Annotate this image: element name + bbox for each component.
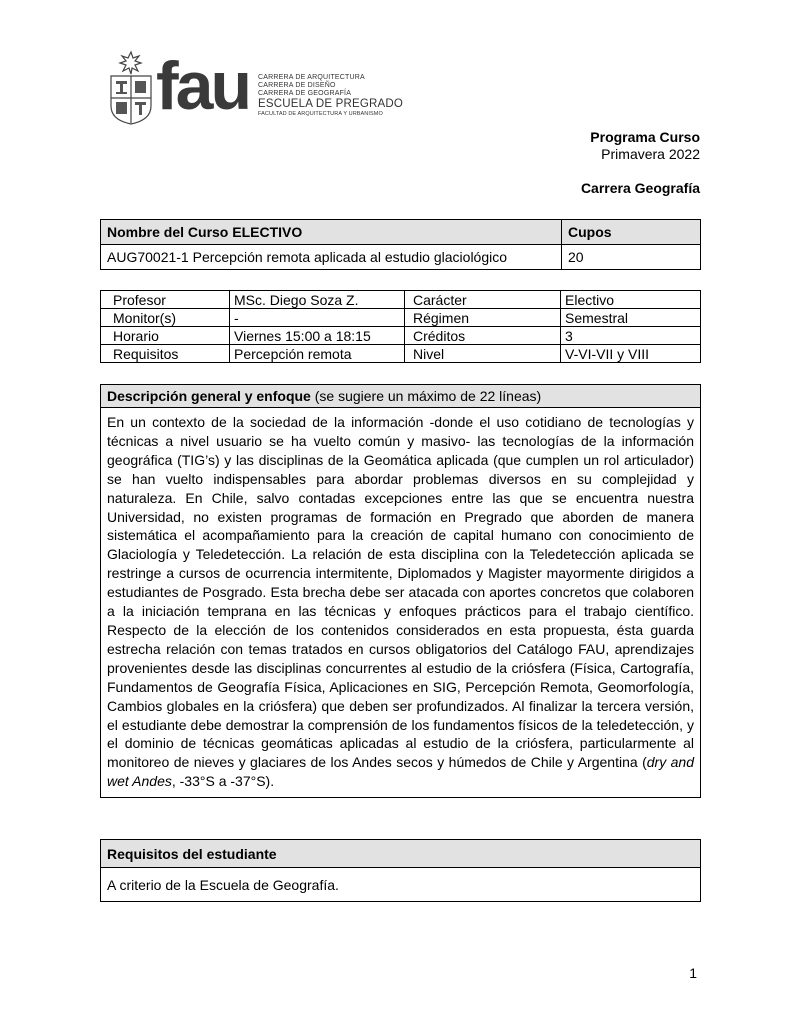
table-row (101, 327, 701, 345)
table-row (101, 345, 701, 363)
info-value: Viernes 15:00 a 18:15 (230, 327, 405, 345)
semester-label: Primavera 2022 (601, 146, 700, 162)
career-design: CARRERA DE DISEÑO (258, 82, 336, 90)
description-title: Descripción general y enfoque (107, 388, 311, 404)
description-body (101, 408, 701, 798)
career-label: Carrera Geografía (580, 180, 700, 196)
school-name: ESCUELA DE PREGRADO (258, 98, 404, 111)
info-value: Semestral (561, 309, 701, 327)
info-label: Monitor(s) (101, 309, 230, 327)
description-header (101, 385, 701, 408)
fau-wordmark: fau (156, 48, 249, 124)
cupos-value: 20 (562, 245, 701, 270)
requirements-body: A criterio de la Escuela de Geografía. (101, 868, 701, 902)
info-label: Horario (101, 327, 230, 345)
course-name-header: Nombre del Curso ELECTIVO (101, 220, 562, 245)
program-title: Programa Curso (590, 129, 700, 145)
info-label: Nivel (405, 345, 561, 363)
course-name-value: AUG70021-1 Percepción remota aplicada al estudio glaciológico (101, 245, 562, 270)
description-text-end: , -33°S a -37°S). (171, 773, 275, 790)
university-seal-icon (108, 50, 154, 126)
info-label: Carácter (405, 291, 561, 309)
info-label: Profesor (101, 291, 230, 309)
description-note: (se sugiere un máximo de 22 líneas) (310, 388, 542, 404)
info-value: 3 (561, 327, 701, 345)
info-value: MSc. Diego Soza Z. (230, 291, 405, 309)
requirements-table (100, 839, 701, 902)
description-italic-text: dry and wet Andes (107, 754, 694, 790)
career-geography: CARRERA DE GEOGRAFÍA (258, 90, 352, 98)
info-value: Electivo (561, 291, 701, 309)
faculty-logo (108, 50, 408, 130)
title-block (581, 129, 700, 197)
info-value: - (230, 309, 405, 327)
faculty-name: FACULTAD DE ARQUITECTURA Y URBANISMO (258, 111, 383, 118)
course-table (100, 219, 701, 270)
description-text: En un contexto de la sociedad de la información -donde el uso cotidiano de tecnologías y técnicas a nivel usuario se ha vuelto común y masivo- las tecnologías de la información geográfica (TIG’s) y las disciplinas de la Geomática aplicada (que cumplen un rol articulador) se han vuelto indispensables para abordar problemas diversos en su complejidad y naturaleza. En Chile, salvo contadas excepciones entre las que se encuentra nuestra Universidad, no existen programas de formación en Pregrado que aborden de manera sistemática el acompañamiento para la creación de capital humano con conocimiento de Glaciología y Teledetección. La relación de esta disciplina con la Teledetección aplicada se restringe a cursos de ocurrencia intermitente, Diplomados y Magister mayormente dirigidos a estudiantes de Posgrado. Esta brecha debe ser atacada con aportes concretos que colaboren a la iniciación temprana en las técnicas y enfoques prácticos para el trabajo científico. Respecto de la elección de los contenidos considerados en esta propuesta, ésta guarda estrecha relación con temas tratados en cursos obligatorios del Catálogo FAU, aprendizajes provenientes desde las disciplinas concurrentes al estudio de la criósfera (Física, Cartografía, Fundamentos de Geografía Física, Aplicaciones en SIG, Percepción Remota, Geomorfología, Cambios globales en la criósfera) que deben ser profundizados. Al finalizar la tercera versión, el estudiante debe demostrar la comprensión de los fundamentos físicos de la teledetección, y el dominio de técnicas geomáticas aplicadas al estudio de la criósfera, particularmente al monitoreo de nieves y glaciares de los Andes secos y húmedos de Chile y Argentina ( (107, 414, 694, 771)
course-info-table (100, 290, 701, 363)
career-architecture: CARRERA DE ARQUITECTURA (258, 74, 365, 81)
info-value: Percepción remota (230, 345, 405, 363)
table-row (101, 291, 701, 309)
requirements-header: Requisitos del estudiante (101, 840, 701, 868)
info-value: V-VI-VII y VIII (561, 345, 701, 363)
info-label: Créditos (405, 327, 561, 345)
logo-careers (258, 74, 403, 118)
description-table (100, 384, 701, 798)
cupos-header: Cupos (562, 220, 701, 245)
info-label: Régimen (405, 309, 561, 327)
info-label: Requisitos (101, 345, 230, 363)
page-number: 1 (689, 965, 697, 981)
table-row (101, 309, 701, 327)
